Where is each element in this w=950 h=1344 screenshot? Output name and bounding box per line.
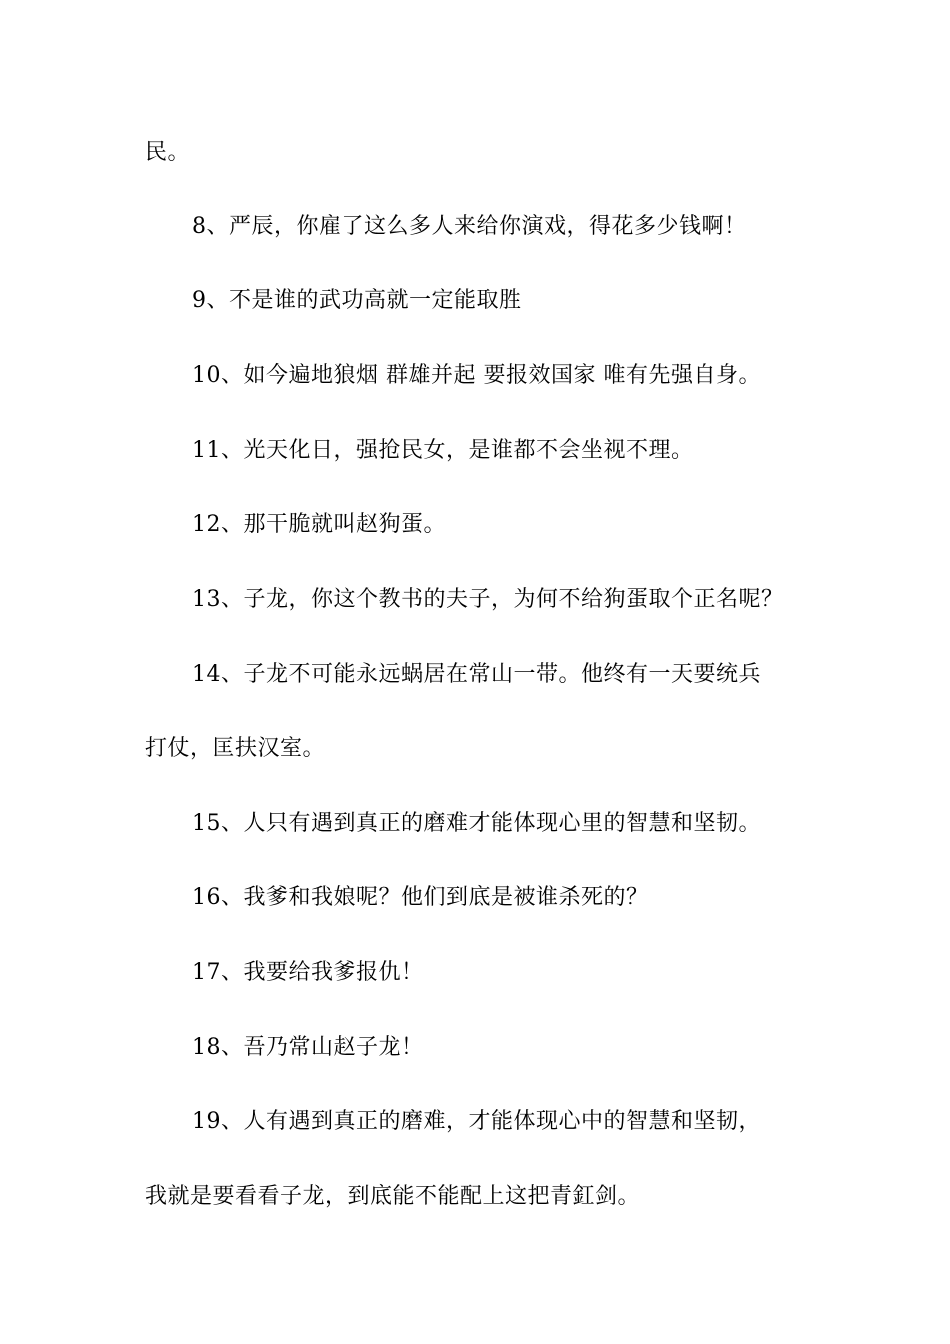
text-line: 12、那干脆就叫赵狗蛋。: [192, 512, 446, 537]
text-line: 8、严辰，你雇了这么多人来给你演戏，得花多少钱啊！: [192, 214, 747, 239]
text-line: 民。: [145, 140, 191, 165]
text-line: 17、我要给我爹报仇！: [192, 960, 424, 985]
text-line: 16、我爹和我娘呢？他们到底是被谁杀死的？: [192, 885, 649, 910]
text-line: 我就是要看看子龙，到底能不能配上这把青釭剑。: [145, 1184, 641, 1209]
text-line: 11、光天化日，强抢民女，是谁都不会坐视不理。: [192, 438, 694, 463]
text-line: 打仗，匡扶汉室。: [145, 736, 326, 761]
text-line: 13、子龙，你这个教书的夫子，为何不给狗蛋取个正名呢？: [192, 587, 784, 612]
text-line: 14、子龙不可能永远蜗居在常山一带。他终有一天要统兵: [192, 662, 761, 687]
text-line: 15、人只有遇到真正的磨难才能体现心里的智慧和坚韧。: [192, 811, 761, 836]
text-line: 9、不是谁的武功高就一定能取胜: [192, 288, 522, 313]
text-line: 10、如今遍地狼烟 群雄并起 要报效国家 唯有先强自身。: [192, 363, 761, 388]
text-line: 18、吾乃常山赵子龙！: [192, 1035, 424, 1060]
text-line: 19、人有遇到真正的磨难，才能体现心中的智慧和坚韧，: [192, 1109, 761, 1134]
